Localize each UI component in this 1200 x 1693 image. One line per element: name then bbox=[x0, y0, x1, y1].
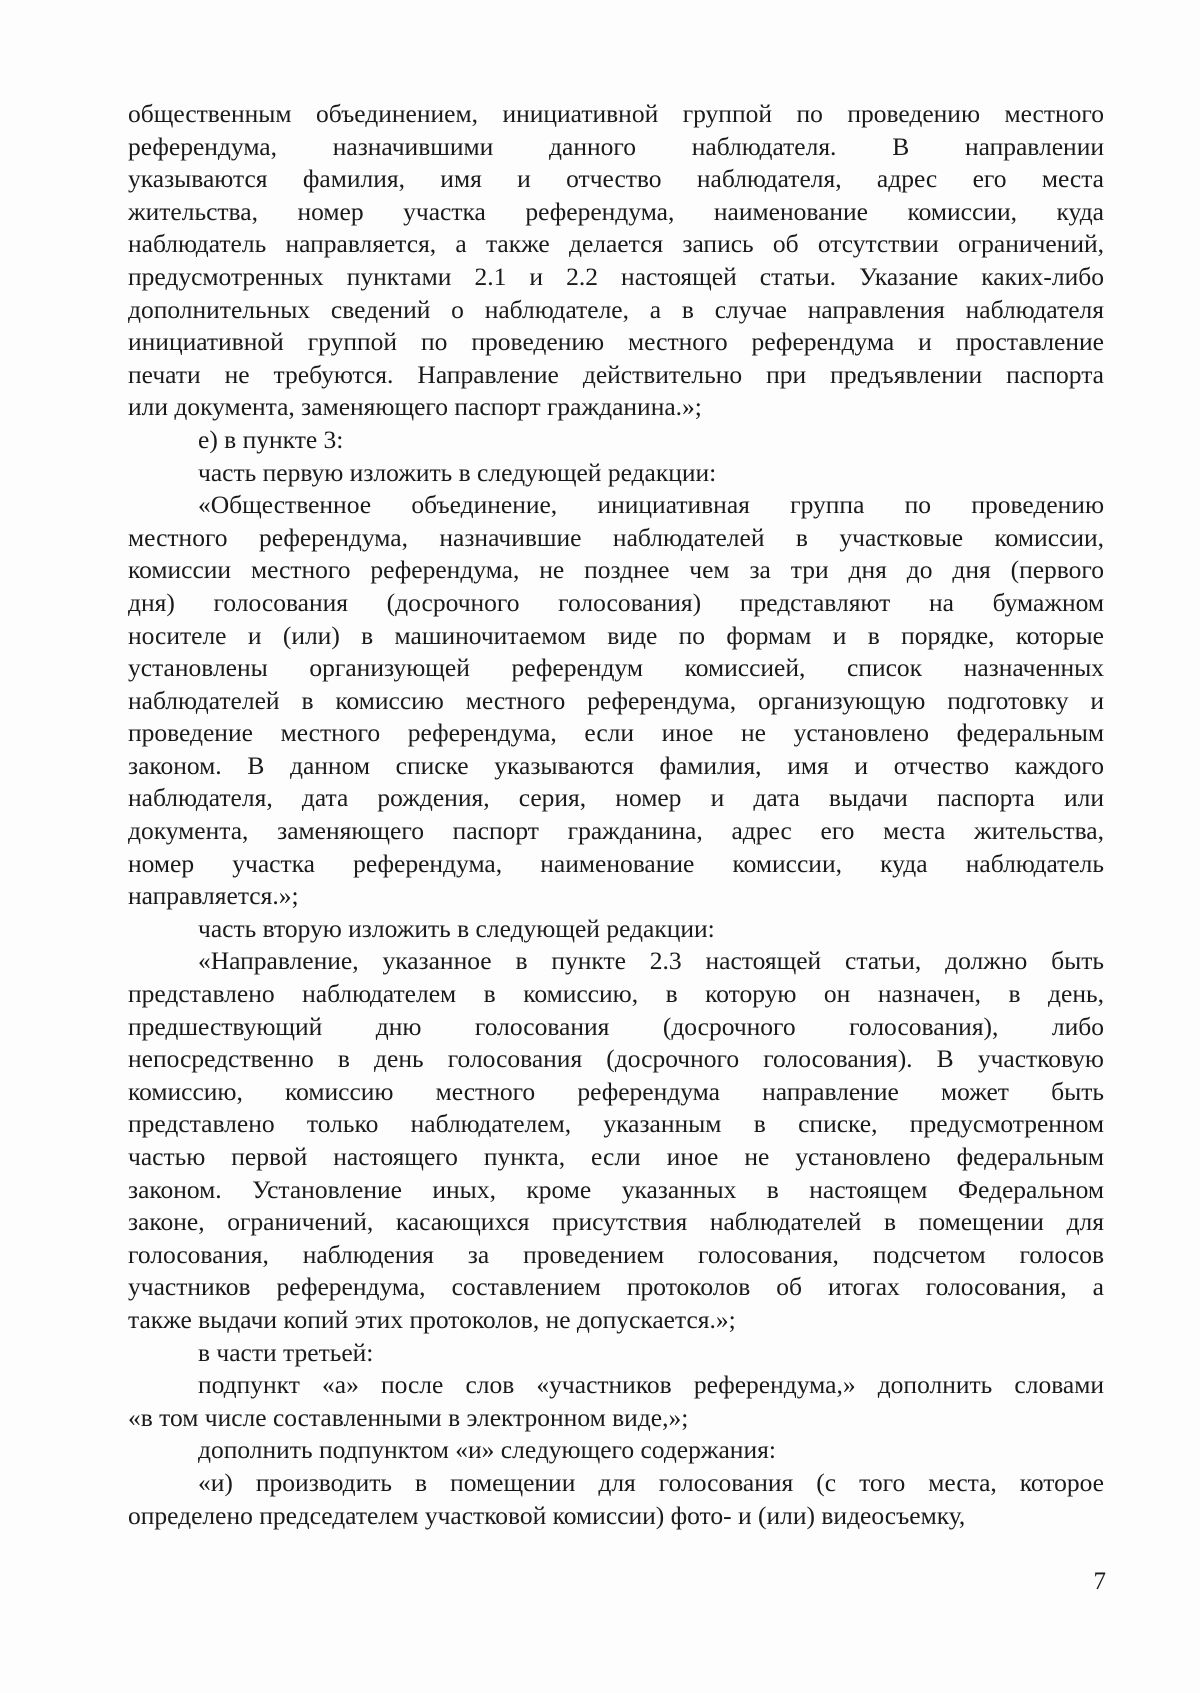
paragraph bbox=[128, 945, 1104, 1336]
text-line: предшествующий дню голосования (досрочного голосования), либо bbox=[128, 1011, 1104, 1041]
text-line: частью первой настоящего пункта, если иное не установлено федеральным bbox=[128, 1142, 1104, 1171]
document-body bbox=[128, 98, 1104, 1532]
text-line: представлено только наблюдателем, указанным в списке, предусмотренном bbox=[128, 1109, 1104, 1139]
text-line: или документа, заменяющего паспорт гражданина.»; bbox=[128, 392, 702, 422]
paragraph bbox=[128, 1337, 1104, 1370]
text-line: непосредственно в день голосования (досрочного голосования). В участковую bbox=[128, 1044, 1104, 1074]
paragraph bbox=[128, 913, 1104, 946]
page-number: 7 bbox=[1093, 1568, 1106, 1595]
text-line: проведение местного референдума, если иное не установлено федеральным bbox=[128, 718, 1104, 748]
paragraph bbox=[128, 1434, 1104, 1467]
text-line: наблюдатель направляется, а также делается запись об отсутствии ограничений, bbox=[128, 229, 1104, 259]
text-line: общественным объединением, инициативной группой по проведению местного bbox=[128, 99, 1104, 128]
text-line: наблюдателя, дата рождения, серия, номер и дата выдачи паспорта или bbox=[128, 783, 1104, 813]
text-line: направляется.»; bbox=[128, 881, 299, 911]
text-line: законом. Установление иных, кроме указанных в настоящем Федеральном bbox=[128, 1174, 1104, 1204]
text-line: местного референдума, назначившие наблюдателей в участковые комиссии, bbox=[128, 522, 1104, 552]
text-line: «в том числе составленными в электронном виде,»; bbox=[128, 1402, 689, 1432]
text-line: представлено наблюдателем в комиссию, в которую он назначен, в день, bbox=[128, 979, 1104, 1009]
text-line: подпункт «а» после слов «участников референдума,» дополнить словами bbox=[198, 1370, 1104, 1400]
paragraph bbox=[128, 424, 1104, 457]
text-line: определено председателем участковой комиссии) фото- и (или) видеосъемку, bbox=[128, 1500, 966, 1530]
text-line: предусмотренных пунктами 2.1 и 2.2 настоящей статьи. Указание каких-либо bbox=[128, 261, 1104, 291]
text-line: в части третьей: bbox=[198, 1337, 374, 1367]
text-line: законе, ограничений, касающихся присутствия наблюдателей в помещении для bbox=[128, 1207, 1104, 1237]
paragraph bbox=[128, 489, 1104, 913]
text-line: голосования, наблюдения за проведением голосования, подсчетом голосов bbox=[128, 1239, 1104, 1269]
text-line: комиссии местного референдума, не позднее чем за три дня до дня (первого bbox=[128, 555, 1104, 585]
text-line: е) в пункте 3: bbox=[198, 424, 344, 454]
text-line: «и) производить в помещении для голосования (с того места, которое bbox=[198, 1467, 1104, 1497]
text-line: «Направление, указанное в пункте 2.3 настоящей статьи, должно быть bbox=[198, 946, 1104, 976]
text-line: инициативной группой по проведению местного референдума и проставление bbox=[128, 327, 1104, 357]
text-line: установлены организующей референдум комиссией, список назначенных bbox=[128, 653, 1104, 683]
text-line: часть вторую изложить в следующей редакции: bbox=[198, 913, 715, 943]
text-line: дополнить подпунктом «и» следующего содержания: bbox=[198, 1435, 776, 1465]
text-line: указываются фамилия, имя и отчество наблюдателя, адрес его места bbox=[128, 164, 1104, 194]
paragraph bbox=[128, 1467, 1104, 1532]
text-line: референдума, назначившими данного наблюдателя. В направлении bbox=[128, 131, 1104, 161]
text-line: дополнительных сведений о наблюдателе, а в случае направления наблюдателя bbox=[128, 294, 1104, 324]
paragraph bbox=[128, 98, 1104, 424]
text-line: часть первую изложить в следующей редакции: bbox=[198, 457, 717, 487]
text-line: комиссию, комиссию местного референдума направление может быть bbox=[128, 1076, 1104, 1106]
paragraph bbox=[128, 457, 1104, 490]
text-line: законом. В данном списке указываются фамилия, имя и отчество каждого bbox=[128, 750, 1104, 780]
text-line: документа, заменяющего паспорт гражданина, адрес его места жительства, bbox=[128, 816, 1104, 846]
text-line: печати не требуются. Направление действительно при предъявлении паспорта bbox=[128, 359, 1104, 389]
text-line: дня) голосования (досрочного голосования) представляют на бумажном bbox=[128, 587, 1104, 617]
paragraph bbox=[128, 1369, 1104, 1434]
text-line: жительства, номер участка референдума, наименование комиссии, куда bbox=[128, 196, 1104, 226]
text-line: также выдачи копий этих протоколов, не допускается.»; bbox=[128, 1304, 736, 1334]
text-line: наблюдателей в комиссию местного референдума, организующую подготовку и bbox=[128, 685, 1104, 715]
text-line: номер участка референдума, наименование комиссии, куда наблюдатель bbox=[128, 848, 1104, 878]
text-line: участников референдума, составлением протоколов об итогах голосования, а bbox=[128, 1272, 1104, 1302]
text-line: «Общественное объединение, инициативная группа по проведению bbox=[198, 490, 1104, 520]
text-line: носителе и (или) в машиночитаемом виде по формам и в порядке, которые bbox=[128, 620, 1104, 650]
